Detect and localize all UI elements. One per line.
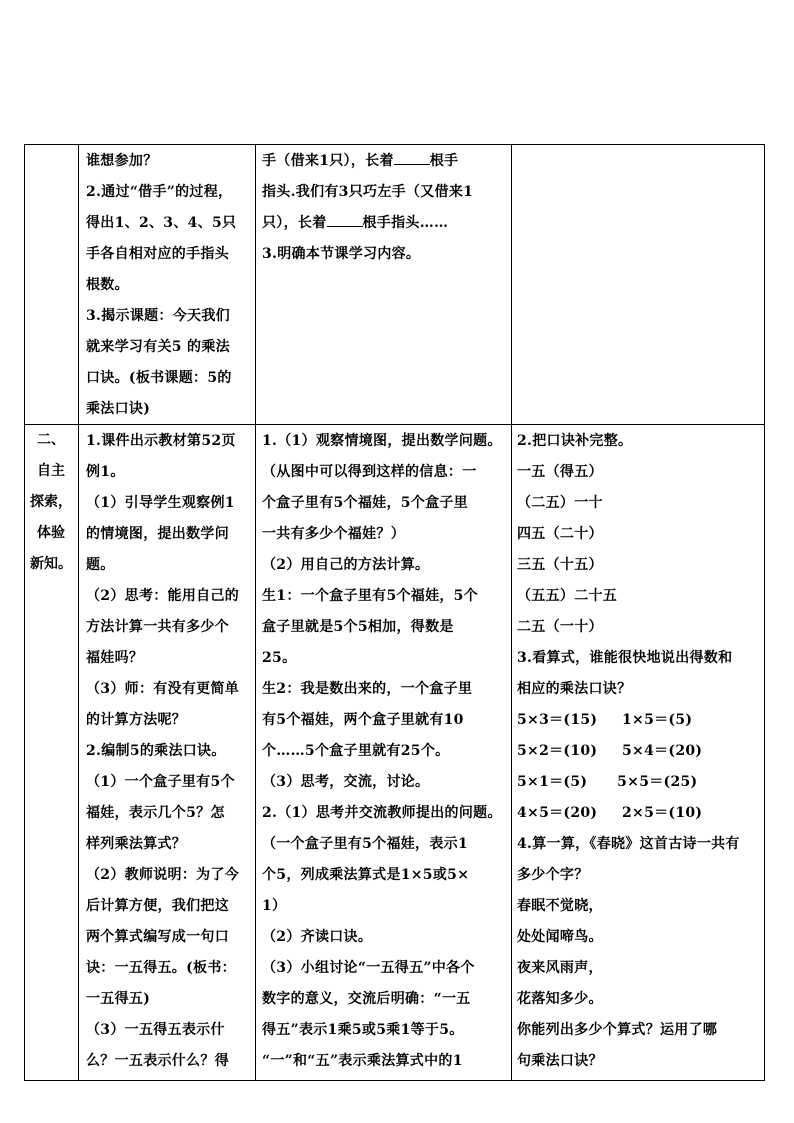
text-line: （3）一五得五表示什	[86, 1022, 225, 1038]
text-line: 5×1＝(5) 5×5＝(25)	[517, 774, 698, 790]
text-line: 例1。	[86, 464, 125, 480]
text-line: 多少个字？	[517, 867, 589, 883]
text-line: 夜来风雨声，	[517, 960, 603, 976]
row2-student-cell	[262, 426, 509, 1077]
text-line: 4×5＝(20) 2×5＝(10)	[517, 805, 703, 821]
text-line: 样列乘法算式？	[86, 836, 187, 852]
text-line: 3.揭示课题：今天我们	[86, 308, 230, 324]
text-line: 句乘法口诀？	[517, 1053, 603, 1069]
text-fragment: 根手指头……	[362, 215, 449, 231]
text-line: （1）一个盒子里有5个	[86, 774, 235, 790]
text-line: “一”和“五”表示乘法算式中的1	[262, 1053, 463, 1069]
text-line: 得五”表示1乘5或5乘1等于5。	[262, 1022, 464, 1038]
text-line: （3）师：有没有更简单	[86, 681, 240, 697]
text-line: （2）思考：能用自己的	[86, 588, 240, 604]
text-line: 生1：一个盒子里有5个福娃，5个	[262, 588, 479, 604]
text-line: 乘法口诀)	[86, 401, 151, 417]
text-line: 2.通过“借手”的过程，	[86, 184, 233, 200]
text-line: 谁想参加？	[86, 153, 158, 169]
text-line: 就来学习有关5 的乘法	[86, 339, 230, 355]
text-line: 一五（得五）	[517, 464, 603, 480]
column-divider	[78, 145, 79, 1080]
text-line: 三五（十五）	[517, 557, 603, 573]
text-line: 口诀。(板书课题：5的	[86, 370, 232, 386]
row1-student-cell	[262, 146, 509, 270]
text-line: 题。	[86, 557, 115, 573]
text-line: 你能列出多少个算式？运用了哪	[517, 1022, 718, 1038]
text-line	[262, 146, 509, 177]
text-line: 2.把口诀补完整。	[517, 433, 633, 449]
text-line: （二五）一十	[517, 495, 603, 511]
row1-practice-cell	[512, 145, 764, 424]
text-fragment: 手（借来1只），长着	[262, 153, 394, 169]
text-line: （五五）二十五	[517, 588, 618, 604]
stage-line: 探索，	[30, 494, 72, 510]
text-line	[262, 208, 509, 239]
text-fragment: 根手	[429, 153, 459, 169]
text-line: 福娃，表示几个5？怎	[86, 805, 225, 821]
text-line: 手各自相对应的手指头	[86, 246, 229, 262]
text-line: 1.课件出示教材第52页	[86, 433, 236, 449]
text-line: 一五得五)	[86, 991, 151, 1007]
fill-blank	[394, 146, 430, 165]
stage-line: 新知。	[30, 556, 72, 572]
row2-teacher-cell	[86, 426, 252, 1077]
text-line: （1）引导学生观察例1	[86, 495, 235, 511]
stage-line: 二、	[37, 432, 65, 448]
text-line: 四五（二十）	[517, 526, 603, 542]
row2-stage-cell	[25, 425, 77, 580]
text-line: 个5，列成乘法算式是1×5或5×	[262, 867, 470, 883]
text-line: 相应的乘法口诀？	[517, 681, 632, 697]
text-line: 春眠不觉晓，	[517, 898, 603, 914]
text-line: 诀：一五得五。(板书：	[86, 960, 236, 976]
text-line: （从图中可以得到这样的信息：一	[262, 464, 477, 480]
column-divider	[255, 145, 256, 1080]
text-line: 么？一五表示什么？得	[86, 1053, 229, 1069]
text-line: 盒子里就是5个5相加，得数是	[262, 619, 454, 635]
text-line: 2.（1）思考并交流教师提出的问题。	[262, 805, 502, 821]
text-line: 数字的意义，交流后明确：“一五	[262, 991, 471, 1007]
text-line: 指头.我们有3只巧左手（又借来1	[262, 184, 474, 200]
text-line: （3）小组讨论“一五得五”中各个	[262, 960, 475, 976]
text-line: 处处闻啼鸟。	[517, 929, 603, 945]
text-line: 两个算式编写成一句口	[86, 929, 229, 945]
text-line: 5×3＝(15) 1×5＝(5)	[517, 712, 693, 728]
lesson-plan-table	[24, 144, 765, 1081]
row1-stage-cell	[25, 145, 78, 424]
text-line: 3.明确本节课学习内容。	[262, 246, 421, 262]
row2-practice-cell	[517, 426, 763, 1077]
text-line: （2）用自己的方法计算。	[262, 557, 430, 573]
text-line: 方法计算一共有多少个	[86, 619, 229, 635]
text-line: 有5个福娃，两个盒子里就有10	[262, 712, 464, 728]
text-line: （一个盒子里有5个福娃，表示1	[262, 836, 468, 852]
text-fragment: 只），长着	[262, 215, 327, 231]
text-line: 得出1、2、3、4、5只	[86, 215, 237, 231]
text-line: 一共有多少个福娃？）	[262, 526, 405, 542]
stage-line: 自主	[37, 463, 65, 479]
text-line: 1.（1）观察情境图，提出数学问题。	[262, 433, 502, 449]
text-line: （2）齐读口诀。	[262, 929, 373, 945]
text-line: 个……5个盒子里就有25个。	[262, 743, 450, 759]
text-line: 5×2＝(10) 5×4＝(20)	[517, 743, 703, 759]
text-line: 的计算方法呢？	[86, 712, 187, 728]
text-line: 花落知多少。	[517, 991, 603, 1007]
text-line: 2.编制5的乘法口诀。	[86, 743, 226, 759]
text-line: 个盒子里有5个福娃，5个盒子里	[262, 495, 468, 511]
text-line: 3.看算式，谁能很快地说出得数和	[517, 650, 733, 666]
text-line: 生2：我是数出来的，一个盒子里	[262, 681, 473, 697]
stage-line: 体验	[37, 525, 65, 541]
row1-teacher-cell	[86, 146, 252, 425]
text-line: 二五（一十）	[517, 619, 603, 635]
text-line: 后计算方便，我们把这	[86, 898, 229, 914]
text-line: 根数。	[86, 277, 129, 293]
text-line: 4.算一算，《春晓》这首古诗一共有	[517, 836, 740, 852]
text-line: 福娃吗？	[86, 650, 144, 666]
text-line: 25。	[262, 650, 297, 666]
text-line: 的情境图，提出数学问	[86, 526, 229, 542]
text-line: 1）	[262, 898, 287, 914]
text-line: （3）思考，交流，讨论。	[262, 774, 430, 790]
fill-blank	[327, 208, 363, 227]
text-line: （2）教师说明：为了今	[86, 867, 240, 883]
